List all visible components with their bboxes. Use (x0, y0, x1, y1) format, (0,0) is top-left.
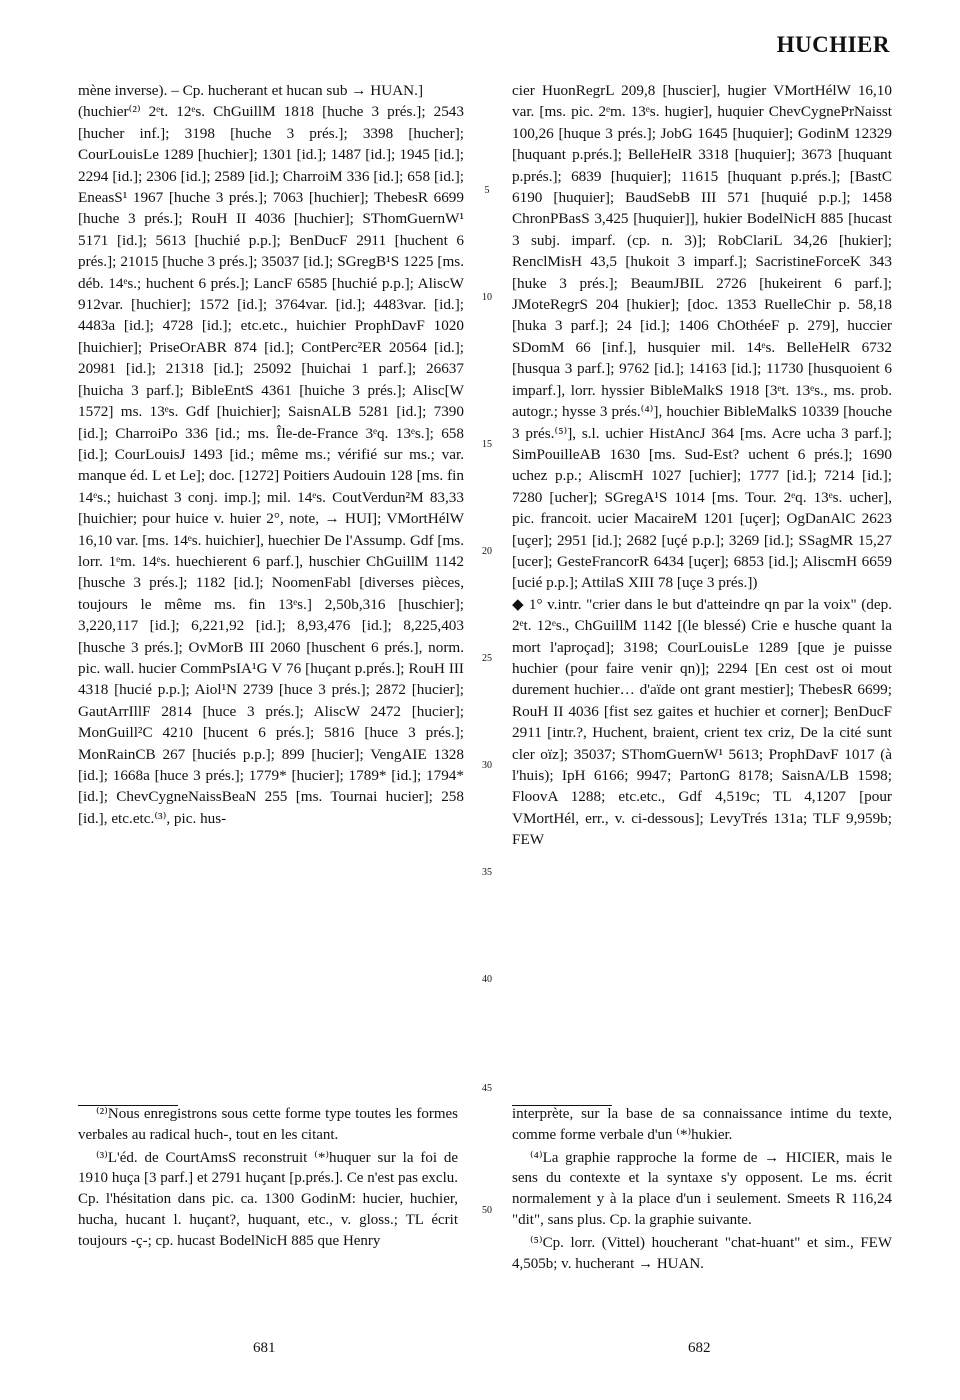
line-number: 20 (482, 546, 492, 557)
left-column (78, 80, 464, 829)
footnote: ⁽²⁾Nous enregistrons sous cette forme type toutes les formes verbales au radical huch-, tout en les citant. (78, 1106, 458, 1143)
page-number-right: 682 (688, 1340, 711, 1356)
footnote: ⁽⁴⁾La graphie rapproche la forme de → HICIER, mais le sens du contexte et la syntaxe s'y opposent. Le ms. écrit normalement y à la place d'un i seulement. Smeets R 116,24 "dit", sans plus. Cp. la graphie suivante. (512, 1149, 892, 1228)
running-head: HUCHIER (776, 32, 890, 57)
line-number: 50 (482, 1205, 492, 1216)
line-number: 45 (482, 1083, 492, 1094)
line-number: 10 (482, 292, 492, 303)
line-number: 40 (482, 974, 492, 985)
footnotes-left (78, 1104, 458, 1254)
footnotes-right (512, 1104, 892, 1276)
line-number: 35 (482, 867, 492, 878)
footnote: ⁽⁵⁾Cp. lorr. (Vittel) houcherant "chat-huant" et sim., FEW 4,505b; v. hucherant → HUAN. (512, 1234, 892, 1272)
page-number-left: 681 (253, 1340, 276, 1356)
line-number: 5 (484, 185, 490, 196)
line-number: 15 (482, 439, 492, 450)
sense-paragraph: ◆ 1° v.intr. "crier dans le but d'atteindre qn par la voix" (dep. 2ᵉt. 12ᵉs., ChGuillM 1142 [(le blessé) Crie e husche quant la mort l'aproçad]; 3198; CourLouisLe 1289 [que je puisse huchier (pour faire venir qn)]; 2294 [En cest ost oi mout durement huchier… d'aïde ont grant mestier]; ThebesR 6699; RouH II 4036 [fist sez gaites et huchier et corner]; BenDucF 2911 [intr.?, Huchent, braient, crient tex criz, De la cité sunt cler oïz]; 35037; SThomGuernW¹ 5613; ProphDavF 1017 (à l'huis); IpH 6166; 9947; PartonG 8178; SaisnA/LB 1598; FloovA 1288; etc.etc., Gdf 4,519c; TL 4,1207 [pour VMortHél, err., v. ci-dessous]; LevyTrés 131a; TLF 9,959b; FEW (512, 595, 892, 849)
right-column (512, 80, 892, 851)
footnote-continuation: interprète, sur la base de sa connaissance intime du texte, comme forme verbale d'un ⁽*⁾hukier. (512, 1106, 892, 1143)
entry-paragraph: mène inverse). – Cp. hucherant et hucan sub → HUAN.] (78, 82, 423, 99)
line-number: 25 (482, 653, 492, 664)
entry-paragraph: (huchier⁽²⁾ 2ᵉt. 12ᵉs. ChGuillM 1818 [huche 3 prés.]; 2543 [hucher inf.]; 3198 [huche 3 prés.]; 3398 [hucher]; CourLouisLe 1289 [huchier]; 1301 [id.]; 1487 [id.]; 1945 [id.]; 2294 [id.]; 2306 [id.]; 2589 [id.]; CharroiM 336 [id.]; 658 [id.]; EneasS¹ 1967 [huche 3 prés.]; 7063 [huchier]; ThebesR 6699 [huche 3 prés.]; RouH II 4036 [huchier]; SThomGuernW¹ 5171 [id.]; 5613 [huchié p.p.]; BenDucF 2911 [huchent 6 prés.]; 21015 [huche 3 prés.]; 35037 [id.]; SGregB¹S 1225 [ms. déb. 14ᵉs.; huchent 6 prés.]; LancF 6585 [huchié p.p.]; AliscW 912var. [huchier]; 1572 [id.]; 3764var. [id.]; 4483var. [id.]; 4483a [id.]; 4728 [id.]; etc.etc., huichier ProphDavF 1020 [huichier]; PriseOrABR 874 [id.]; ContPerc²ER 20564 [id.]; 20981 [id.]; 21318 [id.]; 25092 [huichai 1 parf.]; 26637 [huicha 3 parf.]; BibleEntS 4361 [huiche 3 prés.]; Alisc[W 1572] ms. 13ᵉs. Gdf [huichier]; SaisnALB 5281 [id.]; 7390 [id.]; CharroiPo 336 [id.; ms. Île-de-France 3ᵉq. 13ᵉs.]; 658 [id.]; CourLouisJ 1493 [id.; même ms.; vérifié sur ms.; var. manque éd. L et Le]; doc. [1272] Poitiers Audouin 128 [ms. fin 14ᵉs.; huichast 3 conj. imp.]; mil. 14ᵉs. CoutVerdun²M 83,33 [huichier; pour huice v. huier 2°, note, → HUI]; VMortHélW 16,10 var. [ms. 14ᵉs. huichier], huechier De l'Assump. Gdf [ms. lorr. 1ᵉm. 14ᵉs. huechierent 6 parf.], huschier ChGuillM 1142 [husche 3 prés.]; 1182 [id.]; NoomenFabl [diverses pièces, toujours le même ms. fin 13ᵉs.] 2,50b,316 [huschier]; 3,220,117 [id.]; 6,221,92 [id.]; 8,93,476 [id.]; 8,225,403 [husche 3 prés.]; OvMorB III 2060 [huschent 6 prés.], norm. pic. wall. hucier CommPsIA¹G V 76 [huçant p.prés.]; RouH III 4318 [hucié p.p.]; Aiol¹N 2739 [huce 3 prés.]; 2872 [hucier]; GautArrIllF 2814 [huce 3 prés.]; AliscW 2472 [hucier]; MonGuill²C 4210 [hucent 6 prés.]; 5816 [huce 3 prés.]; MonRainCB 267 [huciés p.p.]; 899 [hucier]; VengAIE 1328 [id.]; 1668a [huce 3 prés.]; 1779* [hucier]; 1789* [id.]; 1794* [id.]; ChevCygneNaissBeaN 255 [ms. Tournai hucier]; 258 [id.], etc.etc.⁽³⁾, pic. hus- (78, 103, 464, 827)
footnote: ⁽³⁾L'éd. de CourtAmsS reconstruit ⁽*⁾huquer sur la foi de 1910 huça [3 parf.] et 2791 huçant [p.prés.]. Ce n'est pas exclu. Cp. l'hésitation dans pic. ca. 1300 GodinM: hucier, huchier, hucha, hucant l. huçant?, huquant, etc., v. gloss.; TL écrit toujours -ç-; cp. hucast BodelNicH 885 que Henry (78, 1149, 458, 1249)
entry-paragraph: cier HuonRegrL 209,8 [huscier], hugier VMortHélW 16,10 var. [ms. pic. 2ᵉm. 13ᵉs. hugier], huquier ChevCygnePrNaisst 100,26 [huque 3 prés.]; JobG 1645 [huquier]; GodinM 12329 [huquant p.prés.]; BelleHelR 3318 [huquier]; 3673 [huquant p.prés.]; 6839 [huquier]; 11615 [huquant p.prés.]; [BastC 6190 [huquier]; BaudSebB III 571 [huquié p.p.]; 1458 ChronPBasS 3,425 [huquier]], hukier BodelNicH 885 [hucast 3 subj. imparf. (cp. n. 3)]; RobClariL 34,26 [hukier]; RenclMisH 43,5 [hukoit 3 imparf.]; SacristineForceK 343 [huke 3 prés.]; BeaumJBIL 2726 [hukeirent 6 parf.]; JMoteRegrS 204 [hukier]; [doc. 1353 RuelleChir p. 58,18 [huka 3 parf.]; 24 [id.]; 1406 ChOthéeF p. 279], huccier SDomM 66 [inf.], husquier mil. 14ᵉs. BelleHelR 6732 [husqua 3 parf.]; 9762 [id.]; 14163 [id.]; 11730 [husquoient 6 imparf.], lorr. hyssier BibleMalkS 1918 [3ᵉt. 13ᵉs., ms. prob. autogr.; hysse 3 prés.⁽⁴⁾], houchier BibleMalkS 10339 [houche 3 prés.⁽⁵⁾], s.l. uchier HistAncJ 364 [ms. Acre ucha 3 parf.]; SimPouilleAB 1630 [ms. Sud-Est? uchent 6 prés.]; 1690 uchez p.p.; AliscmH 1027 [uchier]; 1777 [id.]; 7214 [id.]; 7280 [ucher]; SGregA¹S 1014 [ms. Tour. 2ᵉq. 13ᵉs. ucher], pic. francoit. ucier MacaireM 1201 [uçer]; OgDanAlC 2623 [uçer]; 2951 [id.]; 2682 [uçé p.p.]; 3269 [id.]; SSagMR 15,27 [ucer]; GesteFrancorR 6434 [uçer]; 6853 [id.]; AliscmH 6659 [ucié p.p.]; AttilaS XIII 78 [uçe 3 prés.]) (512, 82, 892, 592)
line-number: 30 (482, 760, 492, 771)
